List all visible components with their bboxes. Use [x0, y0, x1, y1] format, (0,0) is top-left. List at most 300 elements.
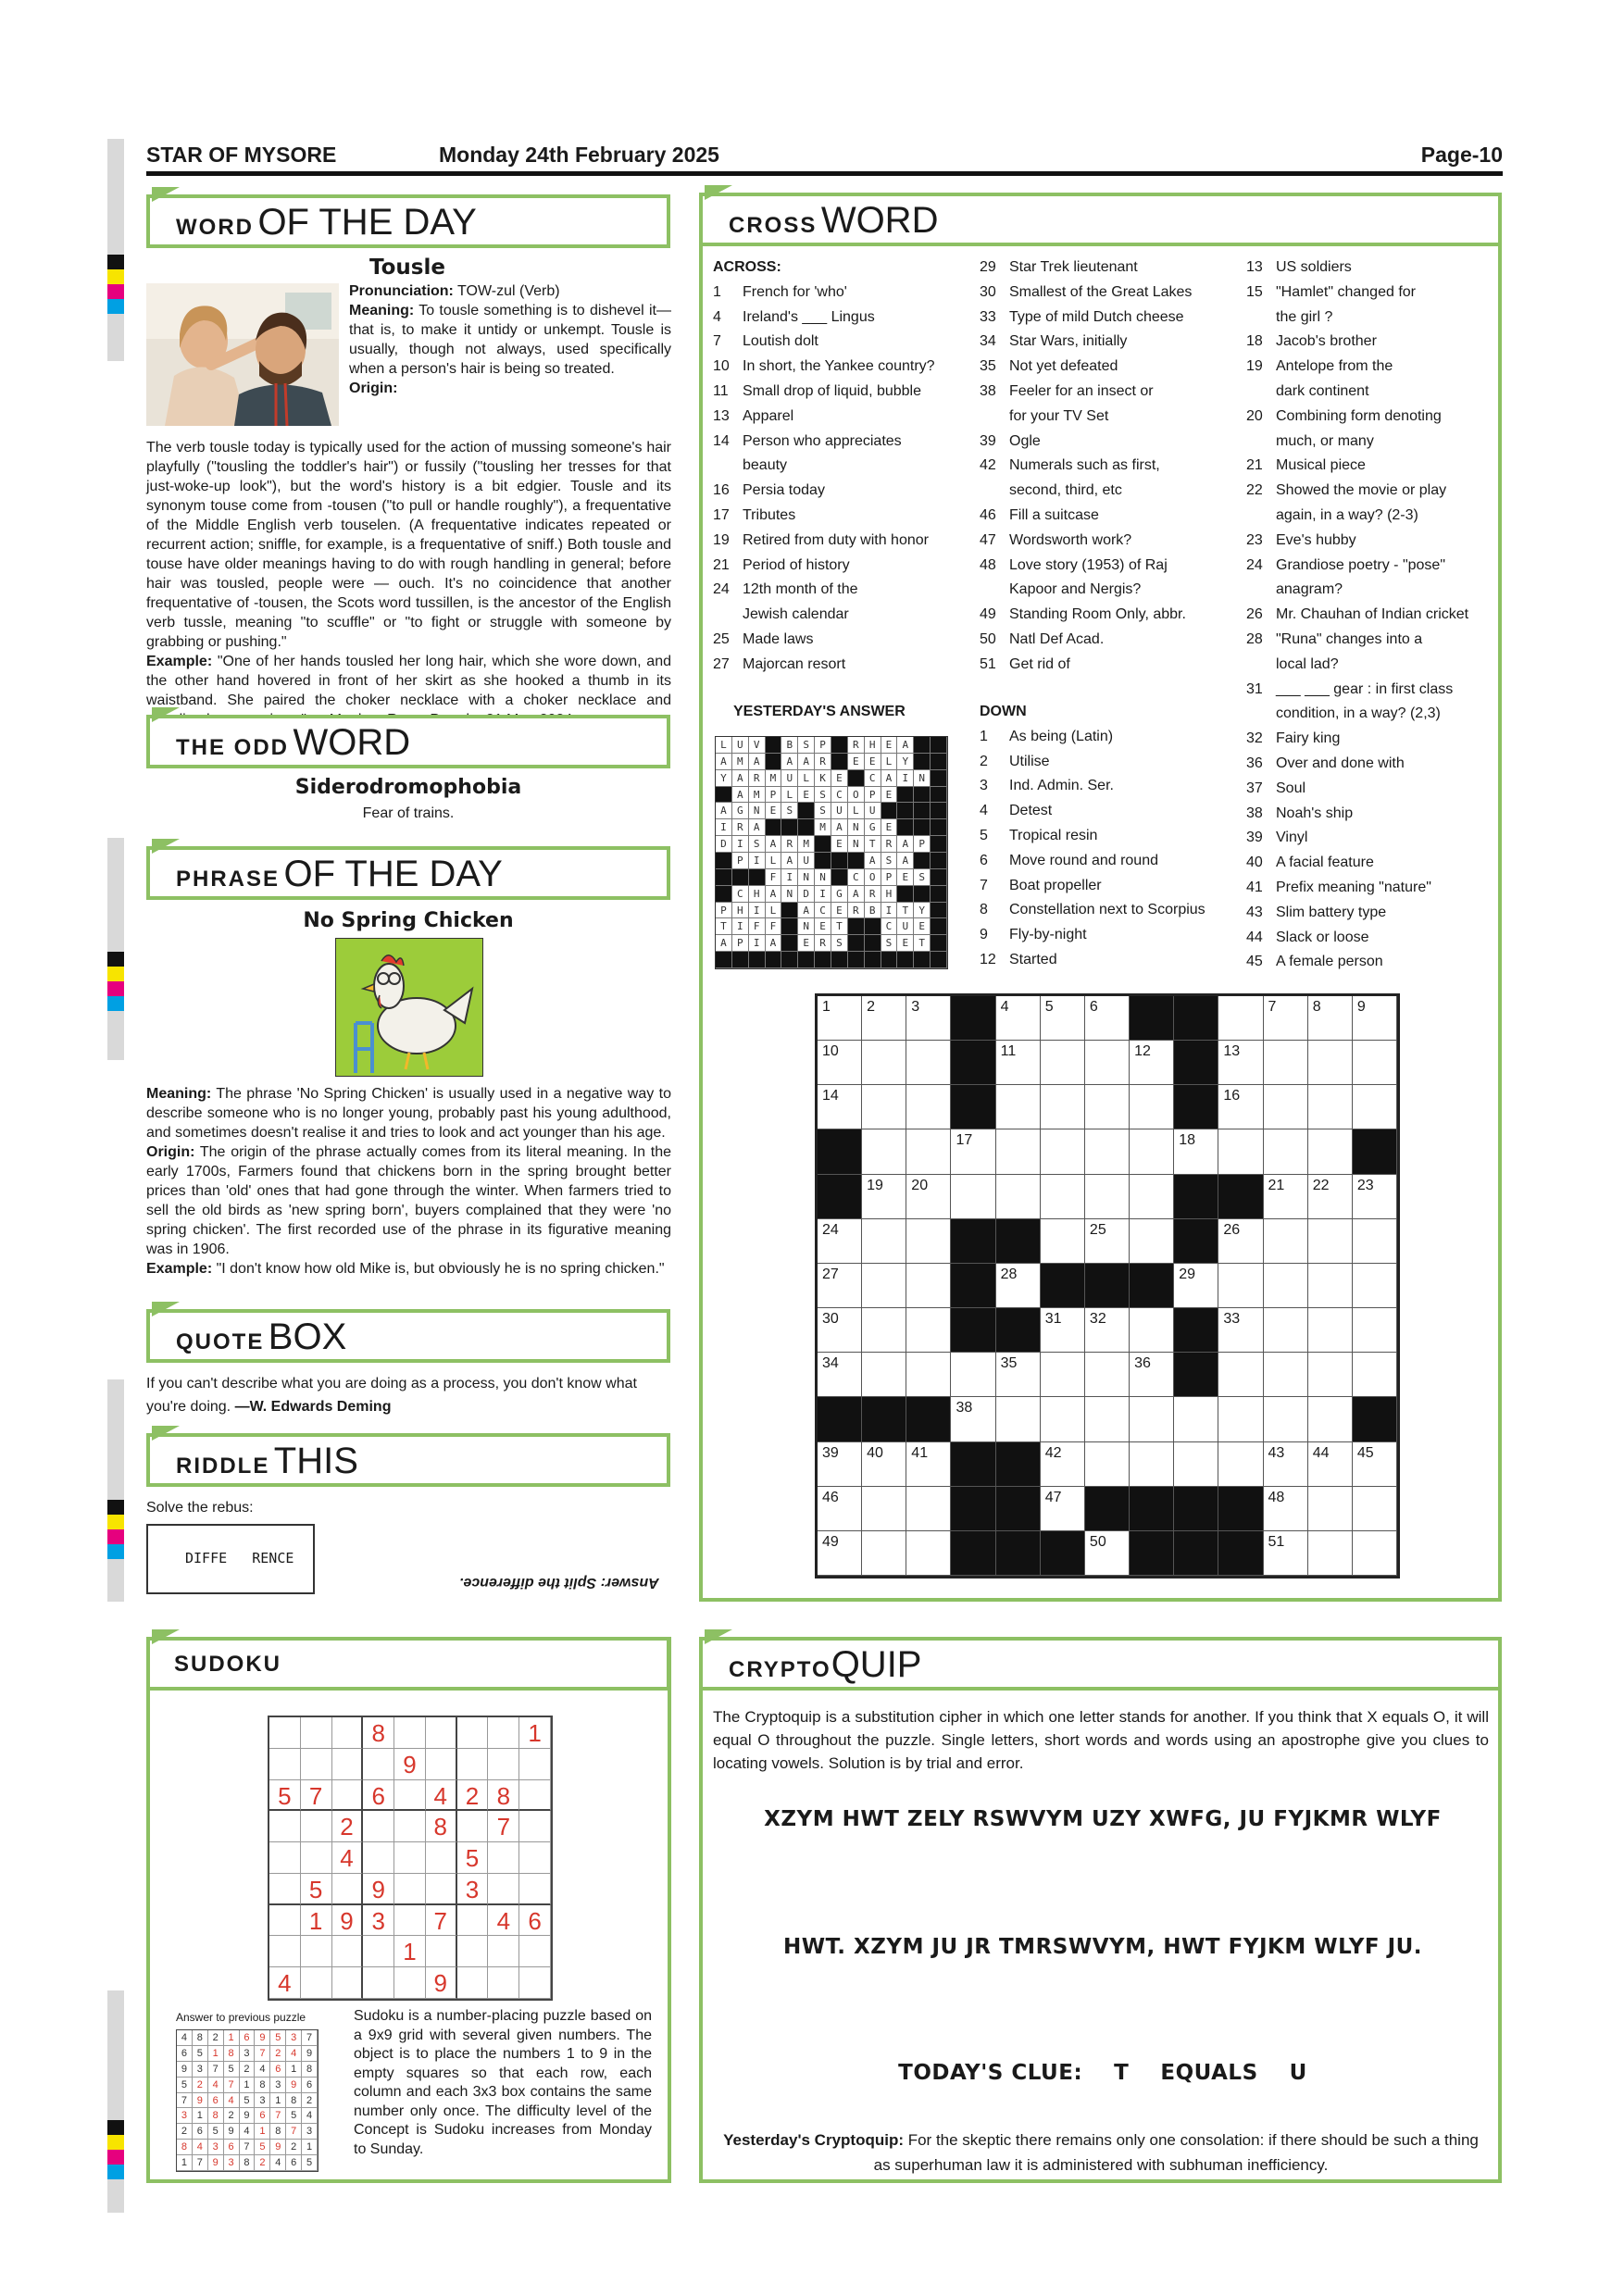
crossword-cell[interactable] [1353, 1353, 1397, 1397]
sudoku-cell[interactable] [269, 1811, 301, 1842]
crossword-cell[interactable] [1041, 1175, 1085, 1219]
crossword-cell[interactable] [1218, 1041, 1263, 1085]
sudoku-cell[interactable] [394, 1780, 426, 1812]
cryptoquip-line-1: XZYM HWT ZELY RSWVYM UZY XWFG, JU FYJKMR WLYF [764, 1807, 1442, 1831]
sudoku-cell[interactable] [488, 1936, 519, 1967]
crossword-cell[interactable] [1264, 996, 1308, 1041]
clue-text: Kapoor and Nergis? [1009, 581, 1142, 598]
meaning-label: Meaning: [146, 1086, 212, 1102]
crossword-cell[interactable] [1218, 1219, 1263, 1264]
sudoku-cell[interactable] [488, 1749, 519, 1780]
sudoku-cell[interactable] [426, 1874, 457, 1905]
crossword-cell[interactable] [1264, 1219, 1308, 1264]
previous-sudoku-cell: 7 [193, 2155, 208, 2171]
crossword-cell[interactable] [1308, 1085, 1353, 1129]
crossword-cell[interactable] [862, 1442, 906, 1487]
clue-text: Love story (1953) of Raj [1009, 556, 1168, 573]
quote-body: If you can't describe what you are doing as a process, you don't know what you're doing. [146, 1376, 637, 1415]
sudoku-cell[interactable] [457, 1967, 489, 1999]
crossword-cell[interactable] [996, 1264, 1041, 1308]
sudoku-cell[interactable] [457, 1717, 489, 1749]
crossword-cell[interactable] [1308, 1353, 1353, 1397]
sudoku-cell[interactable]: 2 [332, 1811, 364, 1842]
sudoku-cell[interactable]: 4 [332, 1842, 364, 1874]
crossword-cell[interactable] [1264, 1085, 1308, 1129]
crossword-cell[interactable] [862, 1531, 906, 1576]
odd-word-heading: Siderodromophobia [294, 776, 522, 799]
crossword-cell[interactable] [1085, 1397, 1130, 1441]
crossword-cell[interactable] [906, 1308, 951, 1353]
previous-sudoku-cell: 7 [286, 2124, 302, 2140]
yesterday-cell: M [815, 819, 831, 836]
clue-row [980, 430, 1239, 455]
yesterday-cell: S [881, 853, 898, 869]
yesterday-black-square [716, 886, 732, 903]
crossword-cell[interactable] [1130, 1308, 1174, 1353]
sudoku-cell[interactable] [426, 1749, 457, 1780]
crossword-cell[interactable] [1353, 1308, 1397, 1353]
crossword-cell[interactable] [1085, 1531, 1130, 1576]
sudoku-cell[interactable]: 8 [363, 1717, 394, 1749]
sudoku-cell[interactable]: 6 [363, 1780, 394, 1812]
sudoku-cell[interactable] [363, 1749, 394, 1780]
crossword-cell[interactable] [1174, 1264, 1218, 1308]
yesterday-cell: P [881, 869, 898, 886]
crossword-cell[interactable] [1085, 1041, 1130, 1085]
sudoku-cell[interactable]: 6 [519, 1905, 551, 1937]
yesterday-cell: A [716, 754, 732, 770]
sudoku-cell[interactable] [426, 1842, 457, 1874]
sudoku-cell[interactable]: 7 [301, 1780, 332, 1812]
crossword-cell[interactable] [996, 1085, 1041, 1129]
sudoku-cell[interactable] [332, 1749, 364, 1780]
clue-number: 10 [713, 358, 730, 375]
crossword-cell[interactable] [1308, 1041, 1353, 1085]
previous-sudoku-cell: 8 [270, 2124, 286, 2140]
sudoku-cell[interactable] [269, 1717, 301, 1749]
crossword-black-square [1218, 1487, 1263, 1531]
clue-number: 3 [980, 778, 988, 794]
sudoku-cell[interactable]: 3 [363, 1905, 394, 1937]
across-clues-column-2 [980, 256, 1239, 678]
crossword-cell[interactable] [862, 996, 906, 1041]
sudoku-cell[interactable] [457, 1749, 489, 1780]
crossword-cell[interactable] [1264, 1308, 1308, 1353]
crossword-cell[interactable] [906, 1085, 951, 1129]
sudoku-cell[interactable] [301, 1717, 332, 1749]
sudoku-cell[interactable] [363, 1967, 394, 1999]
meaning-label: Meaning: [349, 303, 415, 318]
crossword-cell[interactable] [1308, 1264, 1353, 1308]
sudoku-cell[interactable]: 5 [301, 1874, 332, 1905]
crossword-black-square [996, 1487, 1041, 1531]
crossword-cell[interactable] [906, 1264, 951, 1308]
sudoku-cell[interactable]: 1 [301, 1905, 332, 1937]
clue-text: Move round and round [1009, 852, 1158, 868]
crossword-cell[interactable] [1130, 1397, 1174, 1441]
sudoku-cell[interactable]: 9 [394, 1749, 426, 1780]
previous-sudoku-cell: 2 [208, 2030, 224, 2046]
sudoku-cell[interactable] [488, 1717, 519, 1749]
crossword-cell[interactable] [1130, 1219, 1174, 1264]
crossword-cell[interactable] [818, 1264, 862, 1308]
sudoku-cell[interactable] [269, 1905, 301, 1937]
chicken-illustration [335, 938, 483, 1077]
crossword-cell[interactable] [951, 1353, 995, 1397]
crossword-cell[interactable] [1218, 1085, 1263, 1129]
clue-text: condition, in a way? (2,3) [1276, 705, 1441, 722]
yesterday-cell: A [798, 903, 815, 919]
crossword-cell[interactable] [1353, 1442, 1397, 1487]
crossword-black-square [862, 1397, 906, 1441]
crossword-cell[interactable] [1308, 996, 1353, 1041]
crossword-cell[interactable] [906, 1353, 951, 1397]
crossword-cell[interactable] [951, 1129, 995, 1174]
sudoku-cell[interactable] [332, 1967, 364, 1999]
riddle-banner [146, 1433, 670, 1487]
sudoku-cell[interactable] [519, 1936, 551, 1967]
sudoku-cell[interactable] [426, 1936, 457, 1967]
sudoku-cell[interactable] [269, 1842, 301, 1874]
sudoku-cell[interactable] [394, 1717, 426, 1749]
crossword-cell[interactable] [951, 1397, 995, 1441]
clue-number: 34 [980, 333, 996, 350]
crossword-cell[interactable] [1041, 1219, 1085, 1264]
sudoku-cell[interactable] [394, 1874, 426, 1905]
previous-sudoku-cell: 2 [177, 2124, 193, 2140]
crossword-cell[interactable] [1041, 1353, 1085, 1397]
previous-sudoku-cell: 6 [302, 2078, 318, 2093]
crossword-cell[interactable] [1174, 1129, 1218, 1174]
crossword-cell[interactable] [1041, 1308, 1085, 1353]
sudoku-cell[interactable]: 4 [269, 1967, 301, 1999]
crossword-banner [699, 193, 1502, 246]
crossword-cell[interactable] [906, 1219, 951, 1264]
crossword-cell[interactable] [1041, 996, 1085, 1041]
sudoku-cell[interactable]: 5 [269, 1780, 301, 1812]
sudoku-cell[interactable] [363, 1936, 394, 1967]
sudoku-cell[interactable]: 5 [457, 1842, 489, 1874]
crossword-cell[interactable] [1041, 1442, 1085, 1487]
sudoku-cell[interactable]: 2 [457, 1780, 489, 1812]
sudoku-cell[interactable] [394, 1967, 426, 1999]
crossword-cell[interactable] [996, 1041, 1041, 1085]
sudoku-cell[interactable] [457, 1905, 489, 1937]
crossword-cell-number: 28 [1000, 1266, 1018, 1282]
registration-bar [107, 838, 124, 1060]
crossword-cell[interactable] [1264, 1397, 1308, 1441]
crossword-cell[interactable] [906, 1129, 951, 1174]
crossword-cell[interactable] [1130, 1129, 1174, 1174]
previous-sudoku-cell: 3 [240, 2046, 256, 2062]
crossword-cell[interactable] [1130, 1442, 1174, 1487]
sudoku-cell[interactable]: 9 [426, 1967, 457, 1999]
crossword-cell[interactable] [1130, 1353, 1174, 1397]
previous-sudoku-cell: 8 [302, 2062, 318, 2078]
crossword-cell[interactable] [818, 1085, 862, 1129]
crossword-cell[interactable] [1041, 1397, 1085, 1441]
sudoku-cell[interactable] [488, 1874, 519, 1905]
crossword-cell[interactable] [996, 1353, 1041, 1397]
sudoku-cell[interactable]: 9 [363, 1874, 394, 1905]
sudoku-cell[interactable] [332, 1936, 364, 1967]
banner-title-large: THIS [273, 1441, 358, 1481]
sudoku-cell[interactable] [519, 1749, 551, 1780]
crossword-cell[interactable] [906, 1487, 951, 1531]
crossword-cell[interactable] [1308, 1442, 1353, 1487]
crossword-cell-number: 35 [1000, 1355, 1018, 1372]
crossword-cell[interactable] [1264, 1264, 1308, 1308]
crossword-cell[interactable] [1218, 1397, 1263, 1441]
sudoku-cell[interactable] [301, 1749, 332, 1780]
crossword-cell[interactable] [1174, 1442, 1218, 1487]
crossword-cell[interactable] [996, 996, 1041, 1041]
sudoku-cell[interactable] [363, 1811, 394, 1842]
sudoku-cell[interactable]: 7 [488, 1811, 519, 1842]
crossword-cell[interactable] [1085, 1353, 1130, 1397]
sudoku-cell[interactable] [488, 1842, 519, 1874]
clue-text: Eve's hubby [1276, 531, 1356, 548]
crossword-cell[interactable] [862, 1175, 906, 1219]
sudoku-cell[interactable] [332, 1874, 364, 1905]
crossword-cell[interactable] [1041, 1487, 1085, 1531]
crossword-cell-number: 20 [911, 1177, 929, 1193]
crossword-black-square [906, 1397, 951, 1441]
sudoku-cell[interactable] [457, 1811, 489, 1842]
riddle-answer: Answer: Split the difference. [459, 1575, 659, 1591]
clue-text: US soldiers [1276, 259, 1352, 275]
yesterday-cell: E [897, 935, 914, 952]
yesterday-black-square [781, 819, 798, 836]
sudoku-cell[interactable]: 1 [519, 1717, 551, 1749]
clue-number: 32 [1246, 730, 1263, 747]
crossword-cell[interactable] [818, 1487, 862, 1531]
crossword-cell[interactable] [1308, 1219, 1353, 1264]
yesterday-cell: O [865, 869, 881, 886]
crossword-cell[interactable] [1264, 1531, 1308, 1576]
crossword-cell[interactable] [818, 1219, 862, 1264]
crossword-cell[interactable] [996, 1129, 1041, 1174]
crossword-cell[interactable] [862, 1129, 906, 1174]
sudoku-cell[interactable]: 4 [488, 1905, 519, 1937]
page-number: Page-10 [1420, 143, 1503, 167]
crossword-cell[interactable] [1085, 1085, 1130, 1129]
crossword-cell[interactable] [1264, 1041, 1308, 1085]
yesterday-black-square [716, 869, 732, 886]
crossword-cell[interactable] [1308, 1397, 1353, 1441]
yesterday-cell: L [766, 853, 782, 869]
clue-number: 49 [980, 606, 996, 623]
sudoku-cell[interactable] [394, 1811, 426, 1842]
sudoku-cell[interactable] [519, 1874, 551, 1905]
sudoku-cell[interactable] [269, 1874, 301, 1905]
crossword-cell[interactable] [1041, 1129, 1085, 1174]
clue-text: the girl ? [1276, 308, 1333, 325]
sudoku-cell[interactable] [332, 1717, 364, 1749]
crossword-cell[interactable] [906, 1175, 951, 1219]
crossword-cell[interactable] [906, 1442, 951, 1487]
crossword-cell[interactable] [1085, 1442, 1130, 1487]
yesterday-cell: B [781, 737, 798, 754]
crossword-cell[interactable] [862, 1219, 906, 1264]
crossword-cell[interactable] [1264, 1175, 1308, 1219]
sudoku-cell[interactable] [301, 1811, 332, 1842]
crossword-cell[interactable] [1264, 1129, 1308, 1174]
crossword-cell[interactable] [1264, 1442, 1308, 1487]
crossword-cell[interactable] [818, 1531, 862, 1576]
crossword-cell[interactable] [1353, 1264, 1397, 1308]
banner-title-large: QUIP [831, 1644, 922, 1685]
crossword-cell[interactable] [818, 1442, 862, 1487]
crossword-cell[interactable] [862, 1353, 906, 1397]
crossword-black-square [996, 1531, 1041, 1576]
crossword-cell[interactable] [1353, 996, 1397, 1041]
crossword-cell-number: 30 [822, 1311, 839, 1328]
crossword-cell[interactable] [1353, 1487, 1397, 1531]
sudoku-cell[interactable] [488, 1967, 519, 1999]
crossword-cell[interactable] [1174, 1397, 1218, 1441]
yesterday-black-square [831, 952, 848, 968]
sudoku-cell[interactable] [519, 1967, 551, 1999]
yesterday-black-square [798, 952, 815, 968]
previous-sudoku-cell: 1 [240, 2078, 256, 2093]
crossword-cell[interactable] [1308, 1531, 1353, 1576]
previous-sudoku-cell: 1 [224, 2030, 240, 2046]
crossword-cell[interactable] [1218, 1308, 1263, 1353]
sudoku-cell[interactable] [332, 1780, 364, 1812]
crossword-cell[interactable] [862, 1085, 906, 1129]
clue-text: Vinyl [1276, 830, 1308, 846]
yesterday-black-square [716, 952, 732, 968]
banner-flag-icon [152, 187, 180, 202]
sudoku-cell[interactable] [519, 1780, 551, 1812]
crossword-cell-number: 4 [1000, 999, 1009, 1015]
crossword-cell[interactable] [862, 1041, 906, 1085]
clue-row [980, 504, 1239, 529]
yesterday-black-square [881, 952, 898, 968]
clue-row [713, 380, 981, 405]
crossword-cell[interactable] [1353, 1219, 1397, 1264]
clue-number: 9 [980, 927, 988, 943]
crossword-cell[interactable] [862, 1264, 906, 1308]
crossword-cell[interactable] [1353, 1175, 1397, 1219]
crossword-cell[interactable] [1218, 996, 1263, 1041]
clue-number: 44 [1246, 929, 1263, 945]
sudoku-cell[interactable]: 8 [488, 1780, 519, 1812]
crossword-cell[interactable] [1218, 1264, 1263, 1308]
crossword-cell[interactable] [862, 1308, 906, 1353]
sudoku-cell[interactable]: 1 [394, 1936, 426, 1967]
crossword-cell[interactable] [1218, 1129, 1263, 1174]
sudoku-cell[interactable]: 8 [426, 1811, 457, 1842]
sudoku-cell[interactable] [394, 1905, 426, 1937]
sudoku-cell[interactable] [301, 1967, 332, 1999]
sudoku-cell[interactable] [363, 1842, 394, 1874]
crossword-cell[interactable] [818, 1308, 862, 1353]
crossword-cell[interactable] [1085, 1219, 1130, 1264]
crossword-black-square [1041, 1264, 1085, 1308]
yesterday-cell: A [716, 935, 732, 952]
previous-sudoku-cell: 8 [193, 2030, 208, 2046]
crossword-cell[interactable] [1130, 1175, 1174, 1219]
clue-text: Feeler for an insect or [1009, 382, 1154, 399]
crossword-cell-number: 10 [822, 1043, 839, 1060]
crossword-cell[interactable] [1085, 1129, 1130, 1174]
yesterday-cell: T [831, 918, 848, 935]
yesterday-black-square [897, 952, 914, 968]
crossword-cell[interactable] [1308, 1129, 1353, 1174]
sudoku-cell[interactable] [519, 1842, 551, 1874]
crossword-cell[interactable] [951, 1175, 995, 1219]
sudoku-cell[interactable]: 9 [332, 1905, 364, 1937]
crossword-cell[interactable] [1041, 1085, 1085, 1129]
crossword-cell[interactable] [1353, 1041, 1397, 1085]
sudoku-cell[interactable]: 4 [426, 1780, 457, 1812]
sudoku-cell[interactable]: 3 [457, 1874, 489, 1905]
yesterday-cell: M [798, 836, 815, 853]
clue-text: Retired from duty with honor [743, 531, 929, 548]
crossword-cell[interactable] [906, 1531, 951, 1576]
crossword-cell[interactable] [1308, 1308, 1353, 1353]
crossword-cell[interactable] [1353, 1085, 1397, 1129]
crossword-cell[interactable] [818, 1041, 862, 1085]
crossword-cell-number: 31 [1044, 1311, 1062, 1328]
crossword-cell[interactable] [1130, 1041, 1174, 1085]
crossword-cell[interactable] [1085, 1308, 1130, 1353]
sudoku-cell[interactable] [519, 1811, 551, 1842]
banner-title-small: RIDDLE [176, 1454, 270, 1479]
crossword-cell[interactable] [1264, 1487, 1308, 1531]
crossword-cell[interactable] [1353, 1531, 1397, 1576]
clue-text: Ind. Admin. Ser. [1009, 778, 1114, 794]
crossword-cell[interactable] [818, 1353, 862, 1397]
crossword-cell[interactable] [1264, 1353, 1308, 1397]
crossword-cell[interactable] [1041, 1041, 1085, 1085]
crossword-cell[interactable] [1085, 996, 1130, 1041]
sudoku-cell[interactable] [301, 1842, 332, 1874]
crossword-cell[interactable] [1308, 1487, 1353, 1531]
sudoku-cell[interactable] [269, 1936, 301, 1967]
clue-row [980, 725, 1239, 750]
yesterday-cell: P [914, 836, 931, 853]
crossword-cell[interactable] [1218, 1442, 1263, 1487]
crossword-cell[interactable] [1130, 1085, 1174, 1129]
crossword-cell-number: 44 [1312, 1444, 1330, 1461]
previous-sudoku-cell: 3 [286, 2030, 302, 2046]
crossword-cell[interactable] [818, 996, 862, 1041]
sudoku-cell[interactable] [394, 1842, 426, 1874]
crossword-cell[interactable] [996, 1397, 1041, 1441]
crossword-cell[interactable] [906, 1041, 951, 1085]
crossword-cell[interactable] [1308, 1175, 1353, 1219]
sudoku-cell[interactable] [269, 1749, 301, 1780]
clue-row [980, 306, 1239, 331]
crossword-cell[interactable] [906, 996, 951, 1041]
yesterday-black-square [831, 869, 848, 886]
sudoku-cell[interactable] [426, 1717, 457, 1749]
sudoku-cell[interactable]: 7 [426, 1905, 457, 1937]
yesterday-cell: K [815, 770, 831, 787]
crossword-cell[interactable] [996, 1175, 1041, 1219]
crossword-cell[interactable] [1218, 1353, 1263, 1397]
crossword-cell[interactable] [1085, 1175, 1130, 1219]
word-origin-text [146, 438, 671, 730]
crossword-cell[interactable] [862, 1487, 906, 1531]
sudoku-cell[interactable] [457, 1936, 489, 1967]
sudoku-cell[interactable] [301, 1936, 332, 1967]
yesterday-black-square [732, 869, 749, 886]
clue-number: 18 [1246, 333, 1263, 350]
